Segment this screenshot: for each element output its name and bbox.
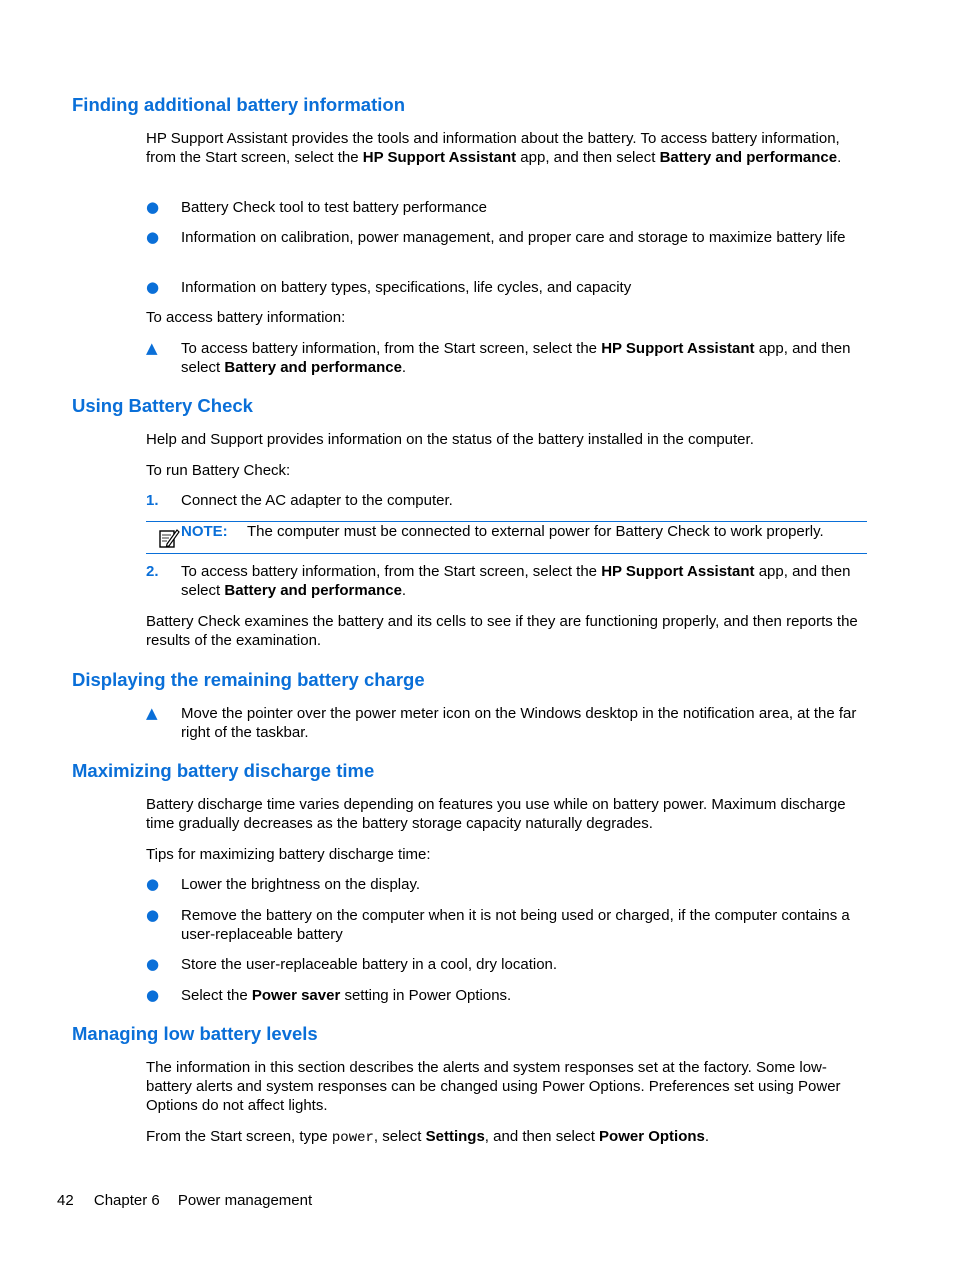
text-run: HP Support Assistant provides the tools and information about the battery. To access battery information, from the Start screen, select the (146, 130, 840, 166)
step-text: Move the pointer over the power meter icon on the Windows desktop in the notification area, at the far right of the taskbar. (181, 705, 857, 741)
text-run: . (401, 582, 407, 599)
note-box (146, 521, 867, 554)
section-paragraph (146, 129, 868, 167)
bold-text: Power Options (599, 1128, 705, 1145)
bold-text: Power saver (251, 987, 341, 1004)
text-run: , and then select (484, 1128, 600, 1145)
section-heading-finding-battery-info: Finding additional battery information (72, 94, 405, 115)
list-item (146, 906, 868, 944)
text-run: Store the user-replaceable battery in a cool, dry location. (181, 956, 558, 973)
step-number: 2. (146, 563, 159, 580)
text-run: app, and then select (181, 563, 851, 599)
bullet-icon: ● (146, 986, 160, 1004)
code-text: power (331, 1130, 374, 1146)
list-item (146, 986, 868, 1005)
text-run: app, and then select (516, 149, 660, 166)
bullet-icon: ● (146, 278, 160, 296)
bold-text: Battery and performance (224, 582, 402, 599)
text-run: Remove the battery on the computer when it is not being used or charged, if the computer contains a user-replaceable battery (181, 907, 850, 943)
triangle-icon: ▲ (146, 704, 158, 722)
text-run: . (837, 149, 842, 166)
text-run: . (704, 1128, 710, 1145)
text-run: To access battery information, from the Start screen, select the (181, 340, 602, 357)
text-run: Lower the brightness on the display. (181, 876, 421, 893)
text-run: . (401, 359, 407, 376)
bullet-icon: ● (146, 875, 160, 893)
text-run: From the Start screen, type (146, 1128, 332, 1145)
list-item-text (181, 875, 868, 894)
bullet-icon: ● (146, 198, 160, 216)
section-paragraph: Help and Support provides information on the status of the battery installed in the computer. (146, 431, 754, 448)
procedure-step (146, 339, 868, 377)
section-paragraph (146, 1127, 868, 1148)
section-heading-using-battery-check: Using Battery Check (72, 395, 253, 416)
list-item-text: Information on battery types, specifications, life cycles, and capacity (181, 279, 632, 296)
chapter-label: Chapter 6 (93, 1192, 160, 1209)
section-paragraph: The information in this section describes the alerts and system responses set at the factory. Some low-battery alerts and system responses can be changed using Power Options. Preferences set using Power Options do not affect lights. (146, 1059, 841, 1114)
bullet-icon: ● (146, 906, 160, 924)
step-text (181, 562, 868, 600)
page-number: 42 (57, 1192, 74, 1209)
bold-text: HP Support Assistant (362, 149, 517, 166)
triangle-icon: ▲ (146, 339, 158, 357)
procedure-step (146, 704, 868, 742)
numbered-step (146, 562, 868, 600)
note-text: The computer must be connected to external power for Battery Check to work properly. (247, 523, 824, 540)
list-item-text: Information on calibration, power management, and proper care and storage to maximize battery life (181, 229, 846, 246)
section-paragraph: To access battery information: (146, 309, 346, 326)
text-run: Select the (181, 987, 252, 1004)
page-footer (57, 1191, 328, 1210)
bold-text: HP Support Assistant (601, 563, 755, 580)
section-paragraph: Tips for maximizing battery discharge time: (146, 846, 431, 863)
list-item (146, 198, 868, 217)
list-item-text (181, 986, 868, 1005)
section-heading-low-battery: Managing low battery levels (72, 1023, 318, 1044)
text-run: app, and then select (181, 340, 851, 376)
list-item (146, 228, 868, 247)
list-item (146, 875, 868, 894)
list-item-text (181, 906, 868, 944)
step-text: Connect the AC adapter to the computer. (181, 492, 453, 509)
note-icon (158, 527, 180, 549)
list-item (146, 278, 868, 297)
section-heading-remaining-charge: Displaying the remaining battery charge (72, 669, 425, 690)
bullet-icon: ● (146, 228, 160, 246)
bold-text: Settings (425, 1128, 485, 1145)
note-label: NOTE: (181, 523, 228, 540)
list-item-text (181, 955, 868, 974)
text-run: To access battery information, from the Start screen, select the (181, 563, 602, 580)
list-item-text: Battery Check tool to test battery performance (181, 199, 487, 216)
bullet-icon: ● (146, 955, 160, 973)
step-number: 1. (146, 492, 159, 509)
numbered-step (146, 491, 868, 510)
section-heading-discharge-time: Maximizing battery discharge time (72, 760, 375, 781)
bold-text: Battery and performance (224, 359, 402, 376)
text-run: setting in Power Options. (340, 987, 512, 1004)
section-paragraph: Battery Check examines the battery and its cells to see if they are functioning properly, and then reports the results of the examination. (146, 613, 858, 649)
bold-text: HP Support Assistant (601, 340, 755, 357)
bold-text: Battery and performance (659, 149, 838, 166)
section-paragraph: Battery discharge time varies depending on features you use while on battery power. Maximum discharge time gradually decreases as the battery storage capacity naturally degrades. (146, 796, 846, 832)
section-paragraph: To run Battery Check: (146, 462, 291, 479)
text-run: , select (373, 1128, 426, 1145)
list-item (146, 955, 868, 974)
step-text (181, 339, 868, 377)
chapter-title: Power management (177, 1192, 313, 1209)
